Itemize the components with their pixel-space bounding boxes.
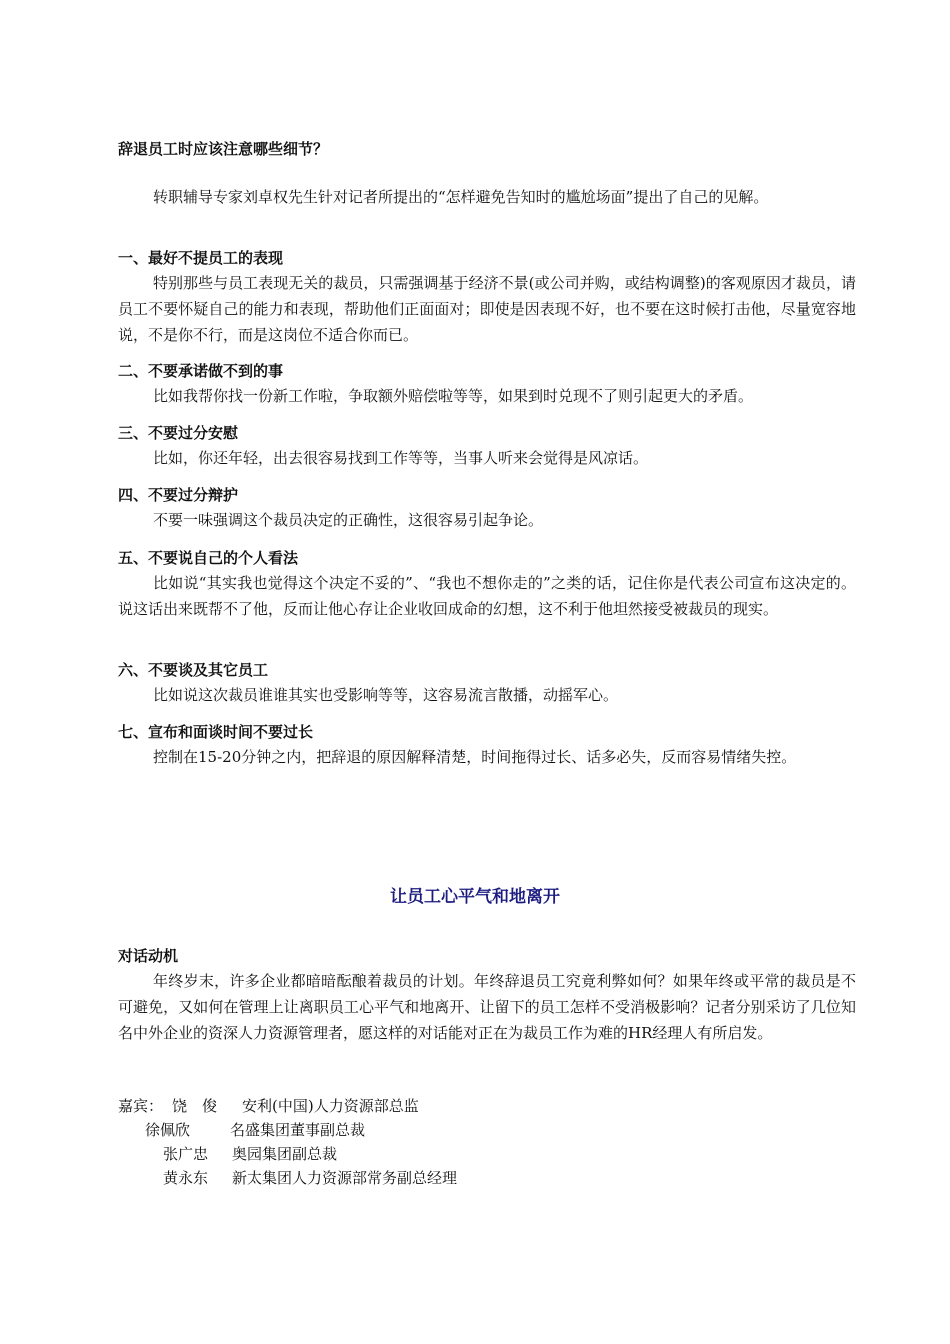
item-6-body: 比如说这次裁员谁谁其实也受影响等等，这容易流言散播，动摇军心。 bbox=[153, 686, 619, 704]
guest-role: 奥园集团副总裁 bbox=[232, 1145, 338, 1163]
item-5-body: 比如说“其实我也觉得这个决定不妥的”、“我也不想你走的”之类的话，记住你是代表公司宣布这决定的。说这话出来既帮不了他，反而让他心存让企业收回成命的幻想，这不利于他坦然接受被裁员的现实。 bbox=[118, 574, 856, 618]
dialogue-paragraph: 年终岁末，许多企业都暗暗酝酿着裁员的计划。年终辞退员工究竟利弊如何？如果年终或平常的裁员是不可避免，又如何在管理上让离职员工心平气和地离开、让留下的员工怎样不受消极影响？记者分别采访了几位知名中外企业的资深人力资源管理者，愿这样的对话能对正在为裁员工作为难的HR经理人有所启发。 bbox=[118, 972, 856, 1042]
item-1-body: 特别那些与员工表现无关的裁员，只需强调基于经济不景(或公司并购，或结构调整)的客观原因才裁员，请员工不要怀疑自己的能力和表现，帮助他们正面面对；即使是因表现不好，也不要在这时候打击他，尽量宽容地说，不是你不行，而是这岗位不适合你而已。 bbox=[118, 274, 856, 344]
guest-name: 黄永东 bbox=[163, 1169, 209, 1187]
item-1-title: 一、最好不提员工的表现 bbox=[118, 249, 284, 267]
guest-name: 饶 俊 bbox=[172, 1097, 218, 1115]
item-7-title: 七、宣布和面谈时间不要过长 bbox=[118, 723, 314, 741]
item-7-body: 控制在15-20分钟之内，把辞退的原因解释清楚，时间拖得过长、话多必失，反而容易情绪失控。 bbox=[153, 748, 797, 766]
item-3-title: 三、不要过分安慰 bbox=[118, 424, 239, 442]
item-2-title: 二、不要承诺做不到的事 bbox=[118, 362, 284, 380]
guest-name: 张广忠 bbox=[163, 1145, 209, 1163]
guest-role: 新太集团人力资源部常务副总经理 bbox=[232, 1169, 458, 1187]
item-5-title: 五、不要说自己的个人看法 bbox=[118, 549, 299, 567]
item-4-body: 不要一味强调这个裁员决定的正确性，这很容易引起争论。 bbox=[153, 511, 544, 529]
dialogue-heading: 对话动机 bbox=[118, 947, 179, 965]
guest-role: 安利(中国)人力资源部总监 bbox=[242, 1097, 419, 1115]
guests-label: 嘉宾： bbox=[118, 1097, 164, 1115]
guest-name: 徐佩欣 bbox=[145, 1121, 191, 1139]
item-6-title: 六、不要谈及其它员工 bbox=[118, 661, 269, 679]
item-2-body: 比如我帮你找一份新工作啦，争取额外赔偿啦等等，如果到时兑现不了则引起更大的矛盾。 bbox=[153, 387, 754, 405]
guest-role: 名盛集团董事副总裁 bbox=[230, 1121, 366, 1139]
section-heading: 辞退员工时应该注意哪些细节？ bbox=[118, 140, 329, 158]
article-title: 让员工心平气和地离开 bbox=[390, 887, 560, 907]
item-3-body: 比如，你还年轻，出去很容易找到工作等等，当事人听来会觉得是风凉话。 bbox=[153, 449, 649, 467]
intro-paragraph: 转职辅导专家刘卓权先生针对记者所提出的“怎样避免告知时的尴尬场面”提出了自己的见解。 bbox=[153, 188, 769, 206]
item-4-title: 四、不要过分辩护 bbox=[118, 486, 239, 504]
